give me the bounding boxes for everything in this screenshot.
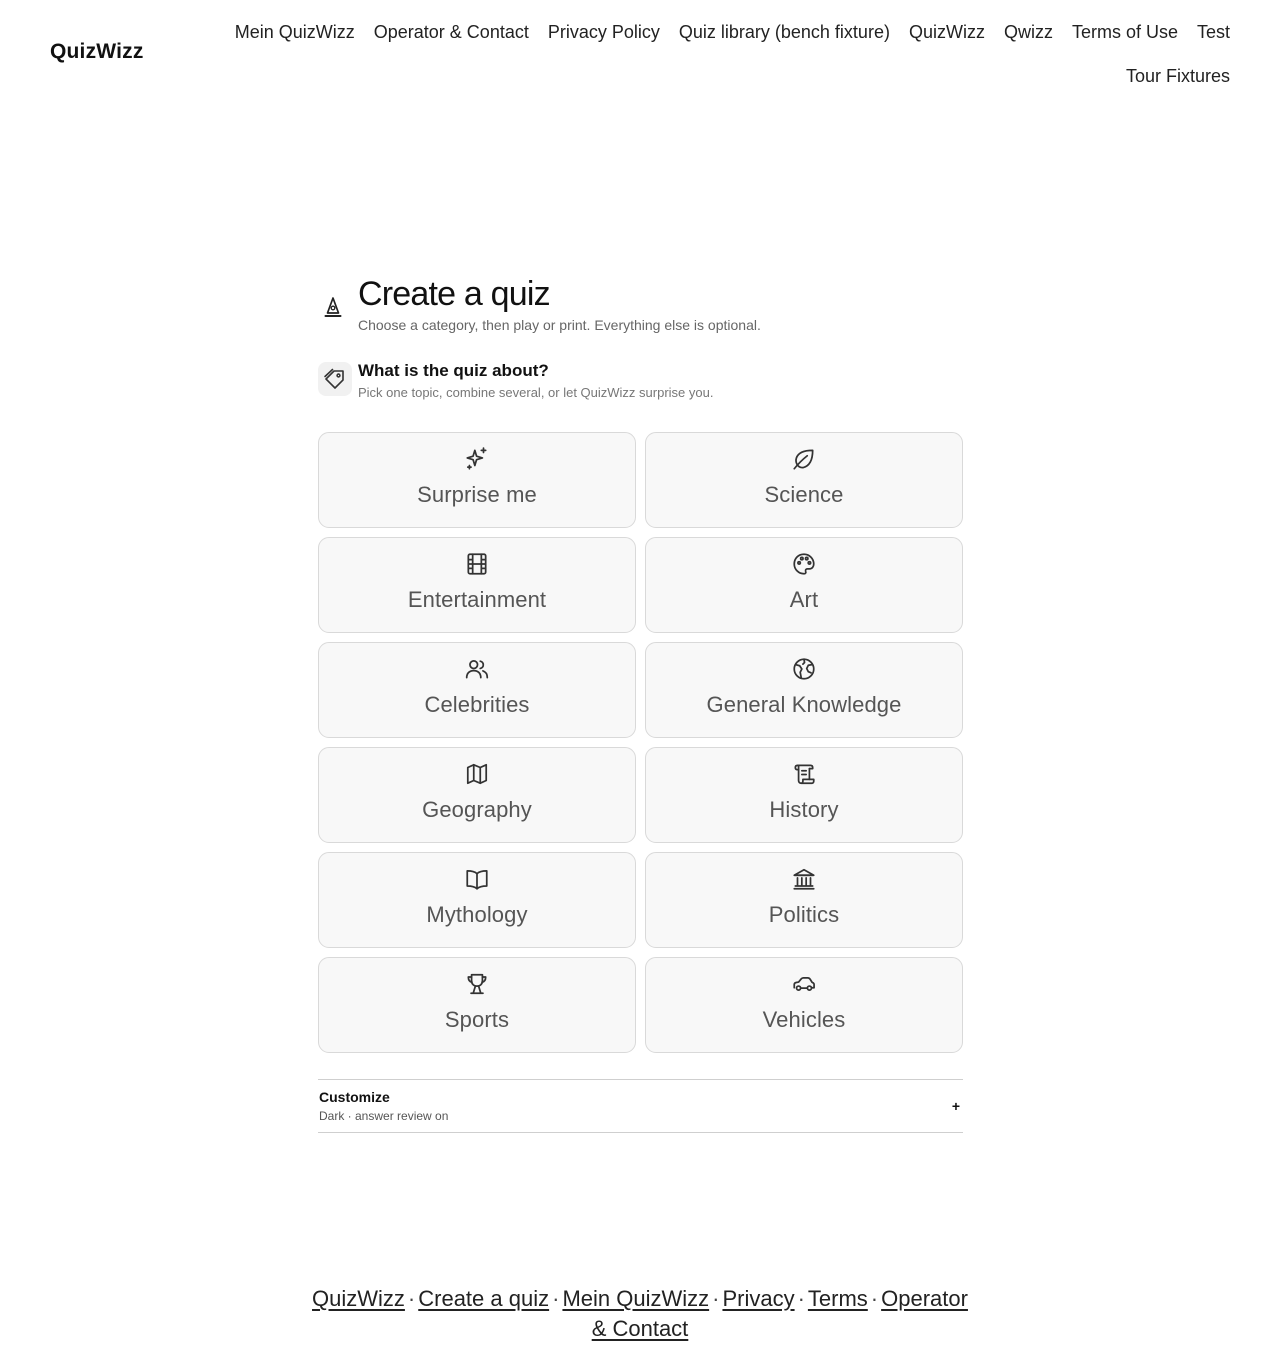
category-card-politics[interactable] [645,852,963,948]
nav-link-test[interactable]: Test [1196,22,1230,42]
leaf-icon [791,446,817,472]
footer-separator: · [712,1286,720,1311]
category-label: Politics [768,902,840,927]
category-label: Art [789,587,819,612]
section-title: What is the quiz about? [358,361,549,380]
footer-separator: · [870,1286,879,1311]
category-card-history[interactable] [645,747,963,843]
category-label: Celebrities [424,692,530,717]
site-header [0,0,1280,110]
footer-separator: · [407,1286,416,1311]
trophy-icon [464,971,490,997]
topic-section-heading [318,360,963,434]
book-open-icon [464,866,490,892]
category-card-art[interactable] [645,537,963,633]
category-label: Mythology [426,902,528,927]
nav-link-tour-fixtures[interactable]: Tour Fixtures [1125,66,1230,86]
category-card-mythology[interactable] [318,852,636,948]
footer-link-mein-quizwizz[interactable]: Mein QuizWizz [562,1286,710,1311]
nav-link-privacy-policy[interactable]: Privacy Policy [547,22,660,42]
footer-separator: · [552,1286,560,1311]
wizard-hat-icon [323,296,343,318]
category-label: Surprise me [417,482,537,507]
category-label: Sports [444,1007,510,1032]
category-card-surprise-me[interactable] [318,432,636,528]
footer-link-privacy[interactable]: Privacy [722,1286,795,1311]
nav-link-mein-quizwizz[interactable]: Mein QuizWizz [234,22,355,42]
category-card-geography[interactable] [318,747,636,843]
nav-link-operator-contact[interactable]: Operator & Contact [373,22,529,42]
category-card-celebrities[interactable] [318,642,636,738]
category-label: History [769,797,839,822]
main-nav [220,20,1230,88]
film-icon [464,551,490,577]
users-icon [464,656,490,682]
category-card-entertainment[interactable] [318,537,636,633]
category-card-science[interactable] [645,432,963,528]
footer-link-operator-contact[interactable]: Operator & Contact [591,1286,968,1341]
nav-link-qwizz[interactable]: Qwizz [1003,22,1053,42]
globe-icon [791,656,817,682]
create-quiz-panel [318,274,963,1133]
category-card-vehicles[interactable] [645,957,963,1053]
footer-link-create-quiz[interactable]: Create a quiz [418,1286,550,1311]
landmark-icon [791,866,817,892]
category-card-sports[interactable] [318,957,636,1053]
customize-toggle[interactable] [318,1079,963,1133]
footer-link-quizwizz[interactable]: QuizWizz [312,1286,405,1311]
category-label: Vehicles [762,1007,846,1032]
map-icon [464,761,490,787]
nav-link-quizwizz[interactable]: QuizWizz [908,22,985,42]
category-card-general-knowledge[interactable] [645,642,963,738]
palette-icon [791,551,817,577]
tag-icon [318,362,352,396]
car-icon [791,971,817,997]
site-footer [310,1284,970,1344]
category-label: Entertainment [407,587,547,612]
footer-link-terms[interactable]: Terms [807,1286,868,1311]
footer-separator: · [797,1286,805,1311]
section-subtitle: Pick one topic, combine several, or let QuizWizz surprise you. [358,385,714,400]
nav-link-terms-of-use[interactable]: Terms of Use [1071,22,1178,42]
expand-plus-icon[interactable]: + [951,1098,960,1114]
customize-summary: Dark · answer review on [319,1109,449,1123]
customize-title: Customize [319,1089,390,1105]
category-label: Geography [422,797,532,822]
page-title: Create a quiz [358,275,550,313]
category-grid [318,432,963,1053]
page-heading [318,274,963,344]
category-label: General Knowledge [706,692,902,717]
sparkles-icon [464,446,490,472]
scroll-icon [791,761,817,787]
category-label: Science [764,482,844,507]
site-logo[interactable]: QuizWizz [50,40,144,63]
nav-link-quiz-library[interactable]: Quiz library (bench fixture) [678,22,890,42]
page-subtitle: Choose a category, then play or print. Everything else is optional. [358,317,761,333]
